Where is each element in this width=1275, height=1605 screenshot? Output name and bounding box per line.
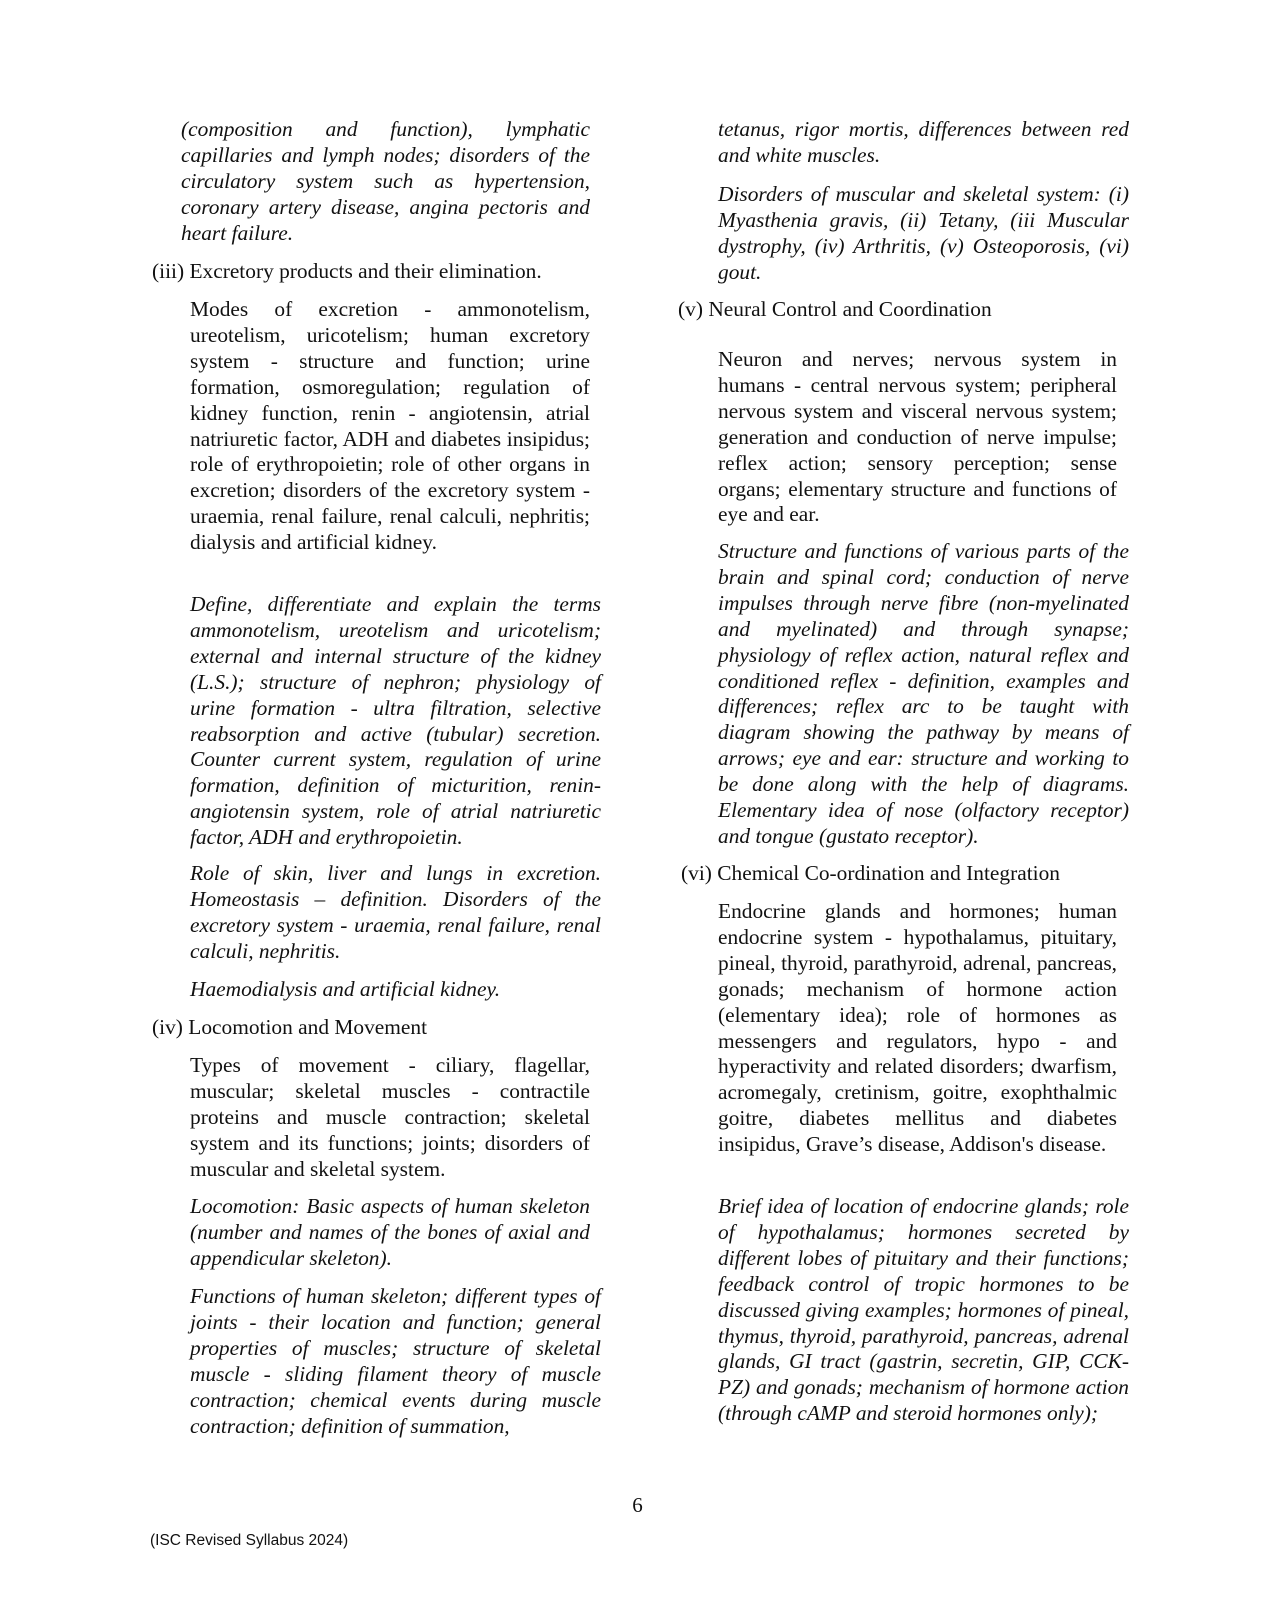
section-number: (vi) — [681, 861, 712, 885]
haemodialysis-paragraph: Haemodialysis and artificial kidney. — [190, 977, 501, 1001]
skeletal-disorders-paragraph: Disorders of muscular and skeletal system: (i) Myasthenia gravis, (ii) Tetany, (iii Muscular dystrophy, (iv) Arthritis, (v) Osteoporosis, (vi) gout. — [718, 182, 1129, 284]
circulatory-paragraph: (composition and function), lymphatic capillaries and lymph nodes; disorders of the circulatory system such as hypertension, coronary artery disease, angina pectoris and heart failure. — [181, 117, 590, 245]
footer-text: (ISC Revised Syllabus 2024) — [150, 1532, 349, 1549]
section-title: Chemical Co-ordination and Integration — [717, 861, 1061, 885]
neuron-paragraph: Neuron and nerves; nervous system in humans - central nervous system; peripheral nervous system and visceral nervous system; generation and conduction of nerve impulse; reflex action; sensory perception; sense organs; elementary structure and functions of eye and ear. — [718, 347, 1117, 527]
section-heading-chemical — [681, 860, 1060, 886]
section-heading-excretory — [152, 258, 542, 284]
endocrine-paragraph: Endocrine glands and hormones; human endocrine system - hypothalamus, pituitary, pineal, thyroid, parathyroid, adrenal, pancreas, gonads; mechanism of hormone action (elementary idea); role of hormones as messengers and regulators, hypo - and hyperactivity and related disorders; dwarfism, acromegaly, cretinism, goitre, exophthalmic goitre, diabetes mellitus and diabetes insipidus, Grave’s disease, Addison's disease. — [718, 899, 1117, 1157]
brain-paragraph: Structure and functions of various parts of the brain and spinal cord; conduction of nerve impulses through nerve fibre (non-myelinated and myelinated) and through synapse; physiology of reflex action, natural reflex and conditioned reflex - definition, examples and differences; reflex arc to be taught with diagram showing the pathway by means of arrows; eye and ear: structure and working to be done along with the help of diagrams. Elementary idea of nose (olfactory receptor) and tongue (gustato receptor). — [718, 539, 1129, 848]
excretion-role-paragraph: Role of skin, liver and lungs in excretion. Homeostasis – definition. Disorders of the excretory system - uraemia, renal failure, renal calculi, nephritis. — [190, 861, 601, 963]
section-heading-locomotion — [152, 1014, 427, 1040]
section-number: (iv) — [152, 1015, 183, 1039]
section-number: (iii) — [152, 259, 185, 283]
excretion-modes-paragraph: Modes of excretion - ammonotelism, ureotelism, uricotelism; human excretory system - structure and function; urine formation, osmoregulation; regulation of kidney function, renin - angiotensin, atrial natriuretic factor, ADH and diabetes insipidus; role of erythropoietin; role of other organs in excretion; disorders of the excretory system - uraemia, renal failure, renal calculi, nephritis; dialysis and artificial kidney. — [190, 297, 590, 555]
brief-idea-paragraph: Brief idea of location of endocrine glands; role of hypothalamus; hormones secreted by different lobes of pituitary and their functions; feedback control of tropic hormones to be discussed giving examples; hormones of pineal, thymus, thyroid, parathyroid, pancreas, adrenal glands, GI tract (gastrin, secretin, GIP, CCK-PZ) and gonads; mechanism of hormone action (through cAMP and steroid hormones only); — [718, 1194, 1129, 1426]
movement-types-paragraph: Types of movement - ciliary, flagellar, muscular; skeletal muscles - contractile proteins and muscle contraction; skeletal system and its functions; joints; disorders of muscular and skeletal system. — [190, 1053, 590, 1181]
page-number: 6 — [632, 1493, 643, 1517]
section-heading-neural — [678, 296, 992, 322]
skeleton-functions-paragraph: Functions of human skeleton; different types of joints - their location and function; general properties of muscles; structure of skeletal muscle - sliding filament theory of muscle contraction; chemical events during muscle contraction; definition of summation, — [190, 1284, 601, 1438]
section-title: Neural Control and Coordination — [708, 297, 992, 321]
tetanus-paragraph: tetanus, rigor mortis, differences between red and white muscles. — [718, 117, 1129, 167]
section-title: Excretory products and their elimination. — [189, 259, 542, 283]
section-title: Locomotion and Movement — [188, 1015, 428, 1039]
excretion-define-paragraph: Define, differentiate and explain the terms ammonotelism, ureotelism and uricotelism; external and internal structure of the kidney (L.S.); structure of nephron; physiology of urine formation - ultra filtration, selective reabsorption and active (tubular) secretion. Counter current system, regulation of urine formation, definition of micturition, renin-angiotensin system, role of atrial natriuretic factor, ADH and erythropoietin. — [190, 592, 601, 850]
section-number: (v) — [678, 297, 703, 321]
locomotion-paragraph: Locomotion: Basic aspects of human skeleton (number and names of the bones of axial and appendicular skeleton). — [190, 1194, 590, 1270]
